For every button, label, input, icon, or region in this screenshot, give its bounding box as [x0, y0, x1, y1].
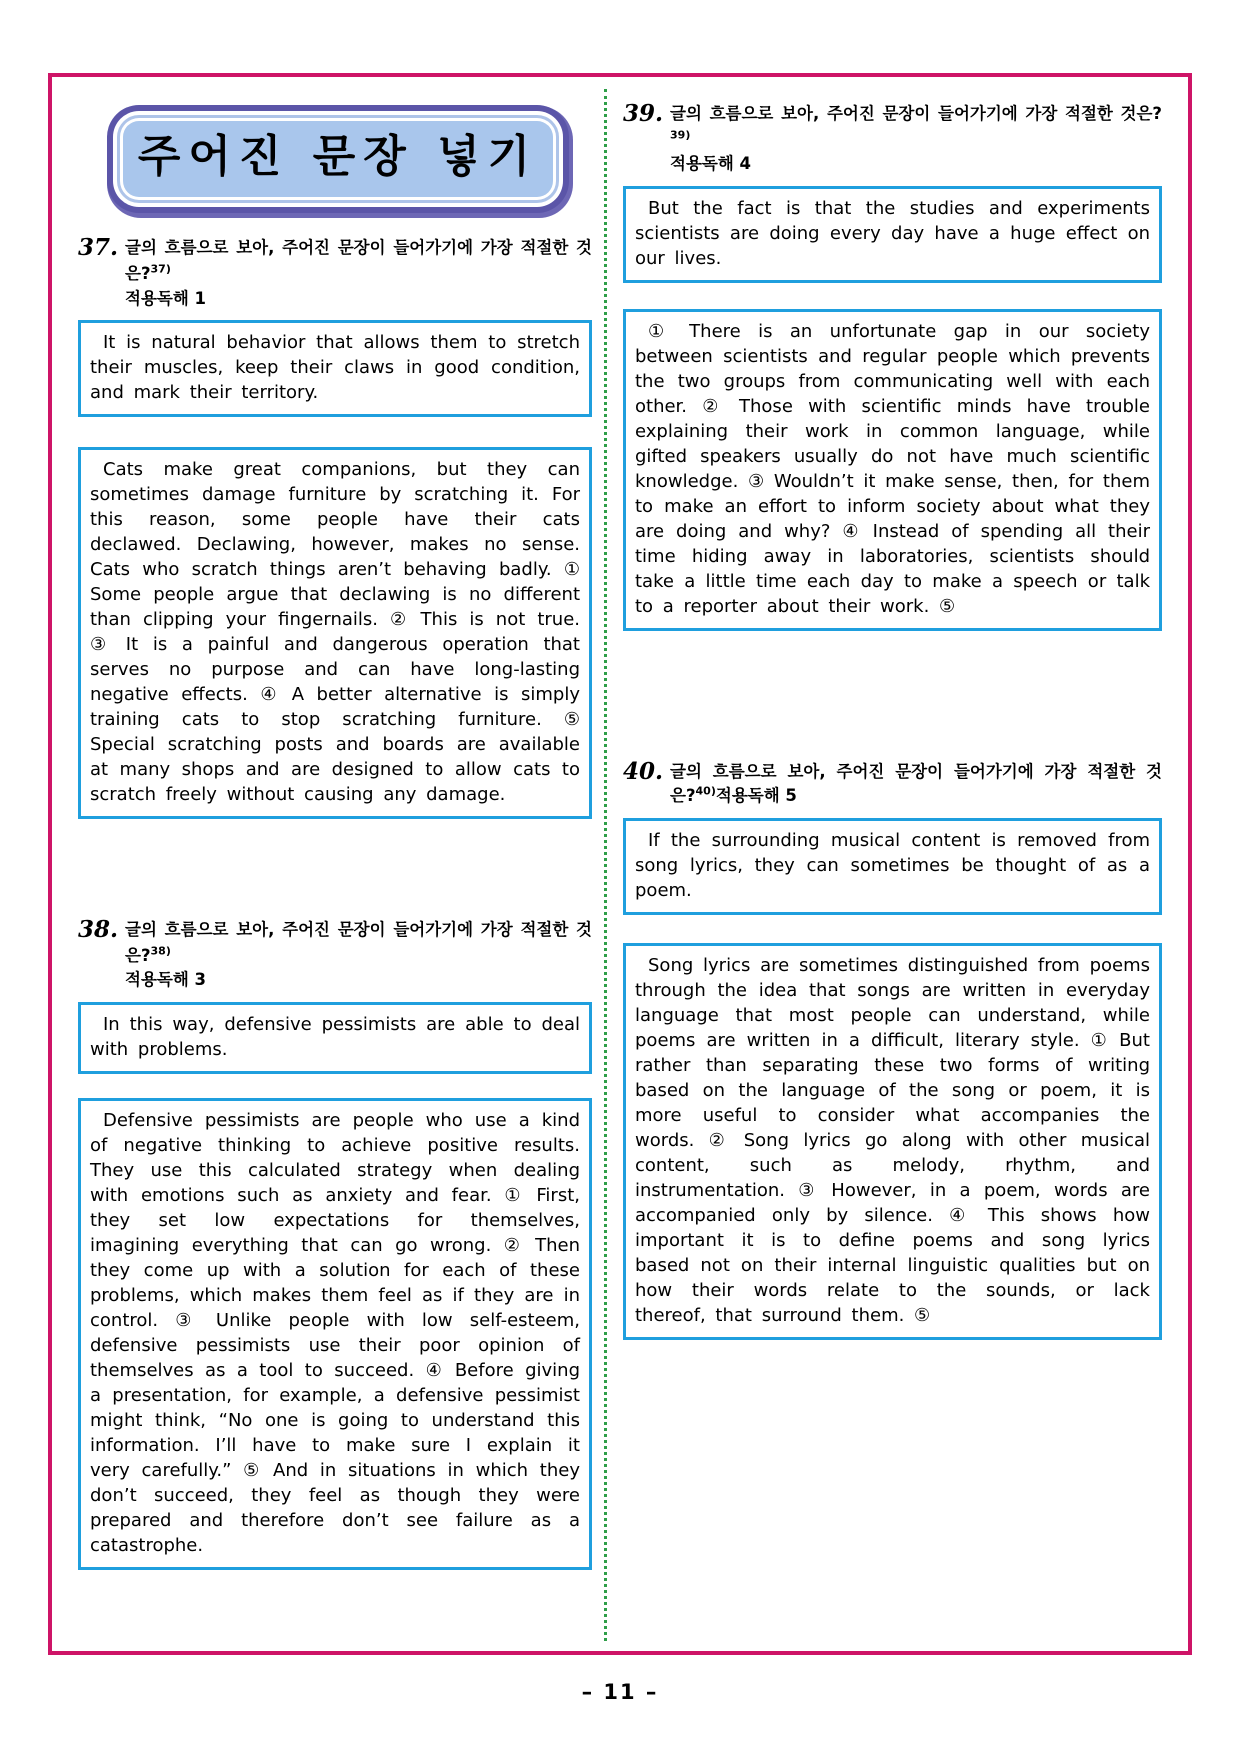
- given-sentence-box: [623, 818, 1162, 915]
- question-number: 38.: [78, 916, 119, 944]
- footnote-ref: 37): [150, 262, 171, 276]
- given-sentence-box: [623, 186, 1162, 283]
- passage-text: ① There is an unfortunate gap in our society between scientists and regular people which prevents the two groups from communicating well with each other. ② Those with scientific minds have trouble explaining their work in common language, while gifted speakers usually do not have much scientific knowledge. ③ Wouldn’t it make sense, then, for them to make an effort to inform society about what they are doing and why? ④ Instead of spending all their time hiding away in laboratories, scientists should take a little time each day to make a speech or talk to a reporter about their work. ⑤: [635, 320, 1150, 617]
- page-number: – 11 –: [581, 1680, 659, 1704]
- right-column: [607, 77, 1188, 1651]
- given-sentence-box: [78, 320, 592, 417]
- passage-text: Cats make great companions, but they can sometimes damage furniture by scratching it. For this reason, some people have their cats declawed. Declawing, however, makes no sense. Cats who scratch things aren’t behaving badly. ① Some people argue that declawing is no different than clipping your fingernails. ② This is not true. ③ It is a painful and dangerous operation that serves no purpose and can have long-lasting negative effects. ④ A better alternative is simply training cats to stop scratching furniture. ⑤ Special scratching posts and boards are available at many shops and are designed to allow cats to scratch freely without causing any damage.: [90, 459, 580, 806]
- question-37-heading: [78, 235, 592, 311]
- passage-text: Defensive pessimists are people who use a kind of negative thinking to achieve positive results. They use this calculated strategy when dealing with emotions such as anxiety and fear. ① First, they set low expectations for themselves, imagining everything that can go wrong. ② Then they come up with a solution for each of these problems, which makes them feel as if they are in control. ③ Unlike people with low self-esteem, defensive pessimists use their poor opinion of themselves as a tool to succeed. ④ Before giving a presentation, for example, a defensive pessimist might think, “No one is going to understand this information. I’ll have to make sure I explain it very carefully.” ⑤ And in situations in which they don’t succeed, they feel as though they were prepared and therefore don’t see failure as a catastrophe.: [90, 1110, 580, 1557]
- given-sentence-text: But the fact is that the studies and experiments scientists are doing every day have a huge effect on our lives.: [635, 197, 1150, 269]
- passage-text: Song lyrics are sometimes distinguished from poems through the idea that songs are written in everyday language that most people can understand, while poems are written in a difficult, literary style. ① But rather than separating these two forms of writing based on the language of the song or poem, it is more useful to consider what accompanies the words. ② Song lyrics go along with other musical content, such as melody, rhythm, and instrumentation. ③ However, in a poem, words are accompanied only by silence. ④ This shows how important it is to define poems and song lyrics based not on their internal linguistic qualities but on how their words relate to the sounds, or lack thereof, that surround them. ⑤: [635, 955, 1150, 1327]
- question-prompt-cont: 은?: [670, 786, 696, 806]
- question-40-heading: [623, 759, 1162, 809]
- given-sentence-text: If the surrounding musical content is removed from song lyrics, they can sometimes be thought of as a poem.: [635, 830, 1150, 902]
- question-prompt: 글의 흐름으로 보아, 주어진 문장이 들어가기에 가장 적절한 것: [670, 761, 1162, 781]
- left-column: [52, 77, 604, 1651]
- question-38: [78, 917, 592, 1570]
- given-sentence-text: It is natural behavior that allows them to stretch their muscles, keep their claws in good condition, and mark their territory.: [90, 332, 580, 404]
- question-number: 40.: [623, 757, 664, 785]
- section-title: 주어진 문장 넣기: [137, 131, 539, 182]
- question-39: [623, 101, 1162, 631]
- footnote-ref: 40): [695, 784, 716, 798]
- question-tag: 적용독해 3: [125, 970, 206, 990]
- section-title-container: [78, 99, 592, 227]
- footnote-ref: 39): [670, 128, 691, 142]
- passage-box: [78, 447, 592, 819]
- question-prompt: 글의 흐름으로 보아, 주어진 문장이 들어가기에 가장 적절한 것은?$^{37)}$: [125, 238, 592, 283]
- question-number: 39.: [623, 100, 664, 127]
- footnote-ref: 38): [150, 944, 171, 958]
- question-prompt: 글의 흐름으로 보아, 주어진 문장이 들어가기에 가장 적절한 것은?$^{39)}$: [670, 104, 1162, 142]
- page-border-frame: [48, 73, 1192, 1655]
- question-39-heading: [623, 101, 1162, 177]
- question-tag: 적용독해 1: [125, 288, 206, 308]
- section-title-box: [123, 121, 553, 197]
- question-tag: 적용독해 5: [715, 786, 797, 806]
- question-tag: 적용독해 4: [670, 154, 751, 174]
- question-40: [623, 759, 1162, 1340]
- passage-box: [623, 943, 1162, 1340]
- given-sentence-text: In this way, defensive pessimists are able to deal with problems.: [90, 1014, 580, 1061]
- passage-box: [78, 1098, 592, 1570]
- question-37: [78, 235, 592, 819]
- question-number: 37.: [78, 234, 119, 262]
- question-prompt: 글의 흐름으로 보아, 주어진 문장이 들어가기에 가장 적절한 것은?$^{38)}$: [125, 920, 592, 965]
- question-38-heading: [78, 917, 592, 993]
- passage-box: [623, 309, 1162, 631]
- given-sentence-box: [78, 1002, 592, 1074]
